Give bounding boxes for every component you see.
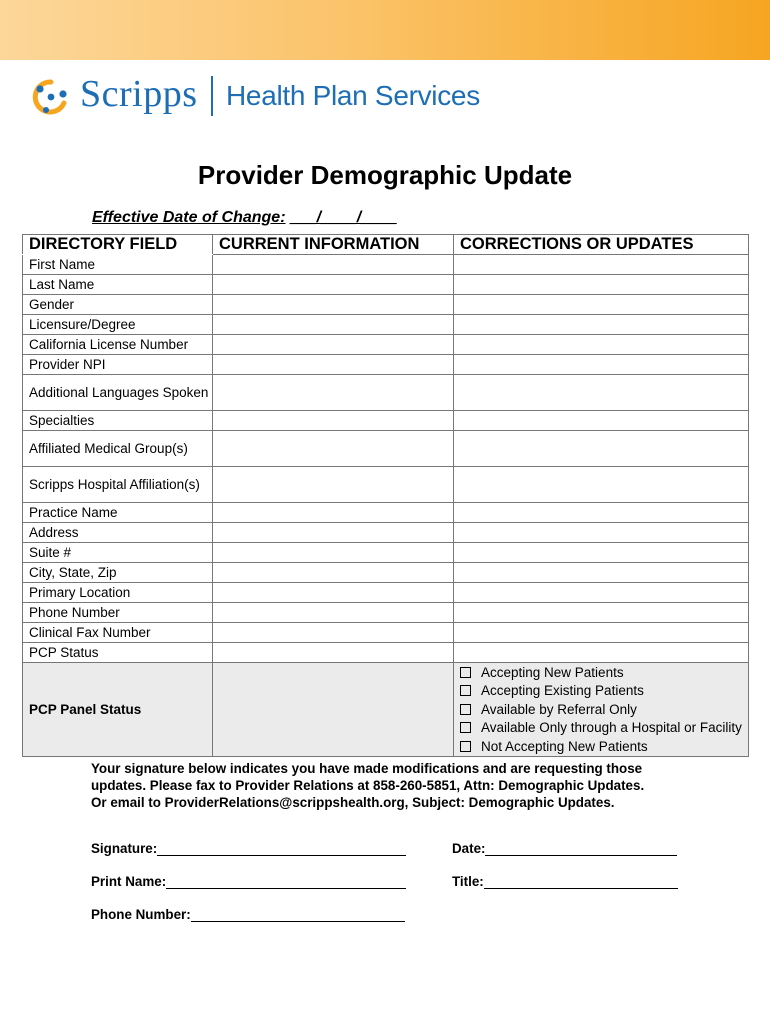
note-line: Or email to ProviderRelations@scrippshealth.org, Subject: Demographic Updates. <box>91 795 615 810</box>
phone-number-field[interactable] <box>191 907 405 922</box>
checkbox-icon[interactable] <box>460 667 471 678</box>
print-name-label: Print Name: <box>91 874 167 889</box>
table-row <box>23 623 749 643</box>
date-row <box>452 841 677 856</box>
table-row <box>23 431 749 467</box>
effective-date-label: Effective Date of Change: <box>92 209 286 226</box>
note-line: updates. Please fax to Provider Relations at 858-260-5851, Attn: Demographic Updates. <box>91 778 645 793</box>
panel-option-label: Available Only through a Hospital or Facility <box>481 720 742 736</box>
current-information-cell[interactable] <box>213 543 454 563</box>
header-current-information: CURRENT INFORMATION <box>213 235 454 255</box>
checkbox-icon[interactable] <box>460 685 471 696</box>
table-row <box>23 411 749 431</box>
panel-option-label: Accepting Existing Patients <box>481 683 644 699</box>
directory-field-label: Primary Location <box>23 583 213 603</box>
panel-option[interactable] <box>458 663 748 682</box>
scripps-logo <box>30 74 490 120</box>
table-row <box>23 375 749 411</box>
current-information-cell[interactable] <box>213 643 454 663</box>
directory-field-label: Specialties <box>23 411 213 431</box>
corrections-cell[interactable] <box>454 583 749 603</box>
effective-date <box>92 209 397 227</box>
table-row <box>23 523 749 543</box>
current-information-cell[interactable] <box>213 663 454 757</box>
corrections-cell[interactable] <box>454 503 749 523</box>
current-information-cell[interactable] <box>213 355 454 375</box>
corrections-cell[interactable] <box>454 543 749 563</box>
table-row <box>23 355 749 375</box>
table-row <box>23 315 749 335</box>
panel-option[interactable] <box>458 719 748 738</box>
directory-field-label: Scripps Hospital Affiliation(s) <box>23 467 213 503</box>
directory-field-label: Address <box>23 523 213 543</box>
corrections-cell[interactable] <box>454 275 749 295</box>
current-information-cell[interactable] <box>213 623 454 643</box>
demographic-table <box>22 234 749 757</box>
panel-option-label: Available by Referral Only <box>481 701 637 717</box>
table-row <box>23 583 749 603</box>
directory-field-label: PCP Status <box>23 643 213 663</box>
table-row <box>23 275 749 295</box>
corrections-cell[interactable] <box>454 355 749 375</box>
corrections-cell[interactable] <box>454 623 749 643</box>
directory-field-label: Gender <box>23 295 213 315</box>
directory-field-label: Clinical Fax Number <box>23 623 213 643</box>
title-row <box>452 874 678 889</box>
print-name-row <box>91 874 406 889</box>
top-banner <box>0 0 770 60</box>
directory-field-label: First Name <box>23 255 213 275</box>
corrections-cell[interactable] <box>454 643 749 663</box>
directory-field-label: City, State, Zip <box>23 563 213 583</box>
table-row <box>23 335 749 355</box>
table-row <box>23 563 749 583</box>
directory-field-label: Last Name <box>23 275 213 295</box>
current-information-cell[interactable] <box>213 275 454 295</box>
current-information-cell[interactable] <box>213 411 454 431</box>
corrections-cell[interactable] <box>454 523 749 543</box>
table-header-row <box>23 235 749 255</box>
date-field[interactable] <box>485 841 677 856</box>
current-information-cell[interactable] <box>213 583 454 603</box>
directory-field-label: Practice Name <box>23 503 213 523</box>
directory-field-label: Licensure/Degree <box>23 315 213 335</box>
panel-options-cell <box>454 663 749 757</box>
directory-field-label: Suite # <box>23 543 213 563</box>
brand-name: Scripps <box>80 73 198 115</box>
current-information-cell[interactable] <box>213 431 454 467</box>
corrections-cell[interactable] <box>454 255 749 275</box>
directory-field-label: California License Number <box>23 335 213 355</box>
checkbox-icon[interactable] <box>460 704 471 715</box>
directory-field-label: Additional Languages Spoken <box>23 375 213 411</box>
signature-field[interactable] <box>157 841 406 856</box>
corrections-cell[interactable] <box>454 315 749 335</box>
corrections-cell[interactable] <box>454 295 749 315</box>
note-line: Your signature below indicates you have made modifications and are requesting those <box>91 761 643 776</box>
scripps-logo-mark-icon <box>30 76 72 118</box>
current-information-cell[interactable] <box>213 467 454 503</box>
corrections-cell[interactable] <box>454 563 749 583</box>
header-corrections: CORRECTIONS OR UPDATES <box>454 235 749 255</box>
date-label: Date: <box>452 841 486 856</box>
page-title: Provider Demographic Update <box>197 160 573 190</box>
pcp-panel-status-label: PCP Panel Status <box>29 701 142 717</box>
current-information-cell[interactable] <box>213 315 454 335</box>
title-field[interactable] <box>484 874 678 889</box>
instructions-note <box>91 760 711 811</box>
table-row <box>23 643 749 663</box>
panel-option[interactable] <box>458 737 748 756</box>
pcp-panel-status-cell <box>23 663 213 757</box>
panel-option-label: Not Accepting New Patients <box>481 738 648 754</box>
print-name-field[interactable] <box>166 874 406 889</box>
corrections-cell[interactable] <box>454 375 749 411</box>
table-row <box>23 603 749 623</box>
current-information-cell[interactable] <box>213 335 454 355</box>
table-row <box>23 503 749 523</box>
panel-option-label: Accepting New Patients <box>481 664 624 680</box>
corrections-cell[interactable] <box>454 411 749 431</box>
current-information-cell[interactable] <box>213 295 454 315</box>
checkbox-icon[interactable] <box>460 722 471 733</box>
panel-option[interactable] <box>458 682 748 701</box>
pcp-panel-status-row <box>23 663 749 757</box>
title-label: Title: <box>452 874 484 889</box>
directory-field-label: Phone Number <box>23 603 213 623</box>
current-information-cell[interactable] <box>213 603 454 623</box>
checkbox-icon[interactable] <box>460 741 471 752</box>
corrections-cell[interactable] <box>454 603 749 623</box>
logo-divider <box>211 76 213 116</box>
current-information-cell[interactable] <box>213 563 454 583</box>
signature-row <box>91 841 406 856</box>
table-row <box>23 255 749 275</box>
panel-option[interactable] <box>458 700 748 719</box>
effective-date-field[interactable]: ___/____/____ <box>289 209 397 226</box>
corrections-cell[interactable] <box>454 335 749 355</box>
current-information-cell[interactable] <box>213 503 454 523</box>
directory-field-label: Affiliated Medical Group(s) <box>23 431 213 467</box>
current-information-cell[interactable] <box>213 523 454 543</box>
header-directory-field: DIRECTORY FIELD <box>23 235 213 255</box>
table-row <box>23 467 749 503</box>
phone-number-label: Phone Number: <box>91 907 191 922</box>
directory-field-label: Provider NPI <box>23 355 213 375</box>
table-row <box>23 295 749 315</box>
corrections-cell[interactable] <box>454 431 749 467</box>
signature-label: Signature: <box>91 841 158 856</box>
current-information-cell[interactable] <box>213 375 454 411</box>
phone-number-row <box>91 907 405 922</box>
table-row <box>23 543 749 563</box>
current-information-cell[interactable] <box>213 255 454 275</box>
corrections-cell[interactable] <box>454 467 749 503</box>
brand-tagline: Health Plan Services <box>226 80 480 111</box>
